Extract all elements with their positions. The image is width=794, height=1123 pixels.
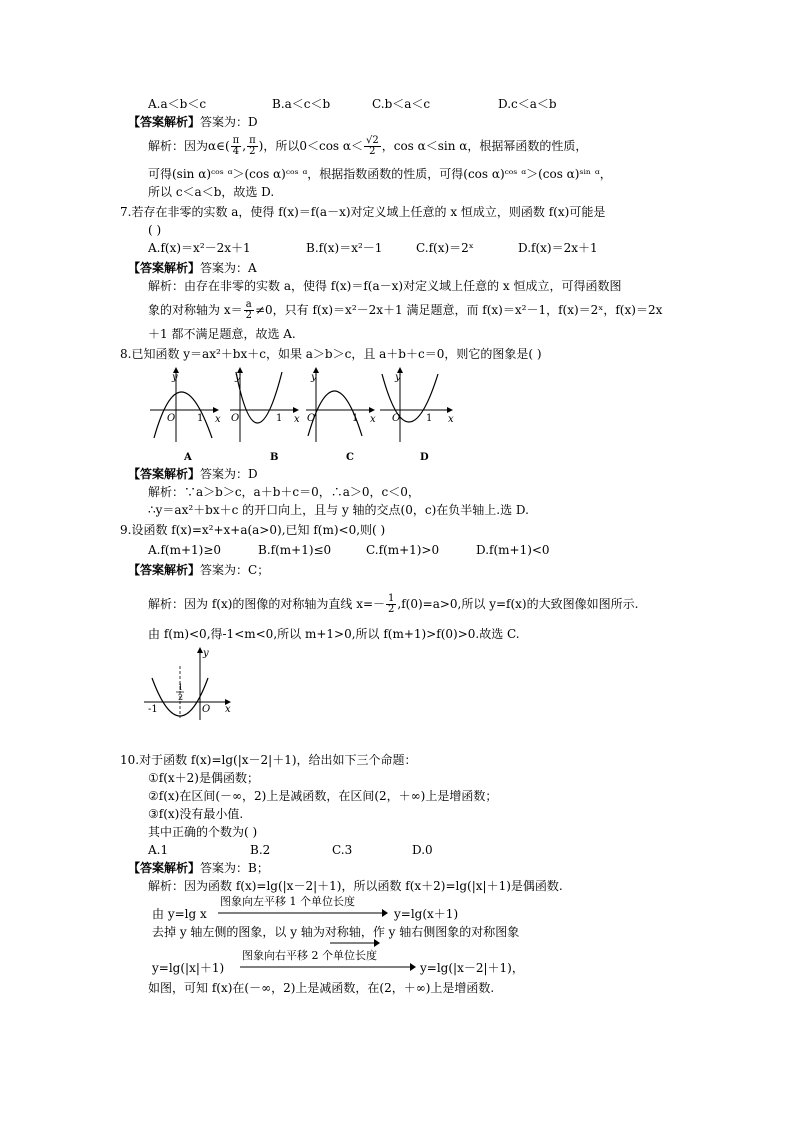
axis-x-label: x xyxy=(215,414,221,425)
text: 解析：因为α∈( xyxy=(148,139,230,153)
axis-y-label: y xyxy=(203,648,209,659)
q10-option-a: A.1 xyxy=(148,843,169,857)
q7-option-c: C.f(x)＝2ˣ xyxy=(416,241,474,255)
q9-answer-line xyxy=(128,562,269,578)
origin-label: O xyxy=(202,704,211,715)
answer-text: 答案为：A xyxy=(200,261,257,275)
tick-one-label: 1 xyxy=(276,413,283,424)
q8-solution-line2: ∴y＝ax²＋bx＋c 的开口向上，且与 y 轴的交点(0，c)在负半轴上.选 D. xyxy=(148,503,529,517)
q9-option-d: D.f(m+1)<0 xyxy=(476,543,550,557)
q7-option-a: A.f(x)＝x²－2x＋1 xyxy=(148,241,251,255)
q10-step3-to: y=lg(|x－2|＋1)， xyxy=(420,961,524,975)
q8-graphs xyxy=(148,364,458,464)
q6-solution-line1: 解析：因为α∈( $\frac{\pi}{4}$ , $\frac{\pi}{2}$ )，所以0＜cos α＜ $\frac{√2}{2}$ ，cos α＜sin α，根据幂函数的性质， xyxy=(148,135,588,157)
axis-y-label: y xyxy=(395,372,401,383)
q6-option-c: C.b＜a＜c xyxy=(372,97,431,111)
q10-step2: 去掉 y 轴左侧的图象，以 y 轴为对称轴，作 y 轴右侧图象的对称图象 xyxy=(152,925,520,939)
q10-prop-2: ②f(x)在区间(－∞，2)上是减函数，在区间(2，＋∞)上是增函数； xyxy=(148,789,498,803)
graph-b-label: B xyxy=(270,452,279,463)
answer-tag: 【答案解析】 xyxy=(128,115,201,129)
tick-one-label: 1 xyxy=(352,413,359,424)
answer-text: 答案为：D xyxy=(200,115,258,129)
q7-answer-line xyxy=(128,260,257,276)
axis-y-label: y xyxy=(172,372,178,383)
q10-option-d: D.0 xyxy=(412,843,433,857)
q7-option-d: D.f(x)＝2x＋1 xyxy=(518,241,598,255)
tick-minus-one-label: -1 xyxy=(148,704,158,715)
q8-solution-line1: 解析：∵a＞b＞c，a＋b＋c＝0，∴a＞0，c＜0， xyxy=(148,485,420,499)
q10-step1-arrow-label: 图象向左平移 1 个单位长度 xyxy=(220,895,355,908)
q10-prop-3: ③f(x)没有最小值. xyxy=(148,807,244,821)
graph-a-label: A xyxy=(184,452,192,463)
axis-x-label: x xyxy=(448,414,454,425)
origin-label: O xyxy=(307,413,316,424)
half-num: 1 xyxy=(178,683,184,692)
text: )，所以0＜cos α＜ xyxy=(258,139,363,153)
origin-label: O xyxy=(231,413,240,424)
fraction xyxy=(247,136,258,157)
q10-count-question: 其中正确的个数为( ) xyxy=(148,825,258,839)
q10-step3-arrow xyxy=(240,962,416,972)
graph-c-label: C xyxy=(346,452,354,463)
numerator: π xyxy=(232,135,240,146)
origin-label: O xyxy=(392,413,401,424)
q10-step1-from: 由 y=lg x xyxy=(152,907,207,921)
q9-graph xyxy=(142,644,234,722)
q10-step3-arrow-label: 图象向右平移 2 个单位长度 xyxy=(242,949,377,962)
answer-tag: 【答案解析】 xyxy=(128,861,201,875)
q7-paren: ( ) xyxy=(148,223,162,237)
answer-tag: 【答案解析】 xyxy=(128,563,201,577)
q8-answer-line xyxy=(128,466,258,482)
denominator: 2 xyxy=(249,146,256,157)
text: 解析：因为 f(x)的图像的对称轴为直线 x=－ xyxy=(148,597,386,611)
axis-x-label: x xyxy=(370,414,376,425)
q10-solution-end: 如图，可知 f(x)在(－∞，2)上是减函数，在(2，＋∞)上是增函数. xyxy=(148,981,495,995)
text: ≠0，只有 f(x)＝x²－2x＋1 满足题意，而 f(x)＝x²－1，f(x)＝2ˣ，f(x)＝2x xyxy=(254,303,663,317)
text: 象的对称轴为 x＝ xyxy=(148,303,243,317)
q10-solution-line1: 解析：因为函数 f(x)=lg(|x－2|＋1)，所以函数 f(x＋2)=lg(|x|＋1)是偶函数. xyxy=(148,879,563,893)
origin-label: O xyxy=(167,413,176,424)
text: ,f(0)=a>0,所以 y=f(x)的大致图像如图所示. xyxy=(397,597,639,611)
q9-stem: 9.设函数 f(x)=x²+x+a(a>0),已知 f(m)<0,则( ) xyxy=(120,523,386,537)
fraction xyxy=(244,300,254,321)
q7-stem: 7.若存在非零的实数 a，使得 f(x)＝f(a－x)对定义域上任意的 x 恒成立，则函数 f(x)可能是 xyxy=(120,205,606,219)
axis-y-label: y xyxy=(311,372,317,383)
q6-option-b: B.a＜c＜b xyxy=(272,97,331,111)
axis-x-label: x xyxy=(225,704,231,715)
q9-option-b: B.f(m+1)≤0 xyxy=(258,543,332,557)
denominator: 4 xyxy=(232,146,240,157)
q9-solution-line1 xyxy=(148,594,638,615)
q9-option-a: A.f(m+1)≥0 xyxy=(148,543,222,557)
fraction xyxy=(231,136,242,157)
fraction xyxy=(386,594,396,615)
answer-tag: 【答案解析】 xyxy=(128,467,201,481)
denominator: 2 xyxy=(388,604,395,615)
q10-step1-to: y=lg(x＋1) xyxy=(394,907,459,921)
answer-text: 答案为：C； xyxy=(200,563,270,577)
graph-c xyxy=(306,368,376,442)
q10-step2-arrow xyxy=(330,938,380,948)
q7-option-b: B.f(x)＝x²－1 xyxy=(306,241,383,255)
numerator: π xyxy=(249,135,256,146)
answer-tag: 【答案解析】 xyxy=(128,261,201,275)
q6-solution-line3: 所以 c＜a＜b，故选 D. xyxy=(148,185,275,199)
q10-option-b: B.2 xyxy=(250,843,271,857)
answer-text: 答案为：D xyxy=(200,467,258,481)
q10-step3-from: y=lg(|x|＋1) xyxy=(152,961,225,975)
q10-answer-line xyxy=(128,860,269,876)
answer-text: 答案为：B； xyxy=(200,861,269,875)
q7-solution-line3: ＋1 都不满足题意，故选 A. xyxy=(148,327,296,341)
q6-option-d: D.c＜a＜b xyxy=(498,97,557,111)
numerator: 1 xyxy=(388,593,395,604)
q10-stem: 10.对于函数 f(x)=lg(|x－2|＋1)，给出如下三个命题： xyxy=(120,753,417,767)
q9-solution-line2: 由 f(m)<0,得-1<m<0,所以 m+1>0,所以 f(m+1)>f(0)>0.故选 C. xyxy=(148,627,520,641)
half-den: 2 xyxy=(178,693,184,702)
tick-one-label: 1 xyxy=(426,413,433,424)
q7-solution-line2 xyxy=(148,300,662,321)
q10-prop-1: ①f(x＋2)是偶函数； xyxy=(148,771,259,785)
q8-stem: 8.已知函数 y＝ax²＋bx＋c，如果 a＞b＞c，且 a＋b＋c＝0，则它的图象是( ) xyxy=(120,347,542,361)
axis-y-label: y xyxy=(235,372,241,383)
graph-a xyxy=(150,368,221,442)
axis-x-label: x xyxy=(294,414,300,425)
tick-one-label: 1 xyxy=(197,413,204,424)
numerator: √2 xyxy=(366,135,379,146)
fraction xyxy=(364,136,381,157)
q10-step1-arrow xyxy=(218,908,388,918)
q6-solution-line2: 可得(sin α)ᶜᵒˢ ᵅ＞(cos α)ᶜᵒˢ ᵅ，根据指数函数的性质，可得(cos α)ᶜᵒˢ ᵅ＞(cos α)ˢⁱⁿ ᵅ， xyxy=(148,167,612,181)
q9-option-c: C.f(m+1)>0 xyxy=(366,543,440,557)
denominator: 2 xyxy=(245,310,252,321)
denominator: 2 xyxy=(369,146,376,157)
q10-option-c: C.3 xyxy=(332,843,353,857)
q6-answer-line xyxy=(128,114,258,130)
text: ，cos α＜sin α，根据幂函数的性质， xyxy=(381,139,588,153)
q6-option-a: A.a＜b＜c xyxy=(148,97,207,111)
graph-b xyxy=(230,368,300,442)
graph-d-label: D xyxy=(420,452,429,463)
graph-d xyxy=(380,368,454,442)
q7-solution-line1: 解析：由存在非零的实数 a，使得 f(x)＝f(a－x)对定义域上任意的 x 恒成立，可得函数图 xyxy=(148,279,622,293)
numerator: a xyxy=(244,300,254,311)
